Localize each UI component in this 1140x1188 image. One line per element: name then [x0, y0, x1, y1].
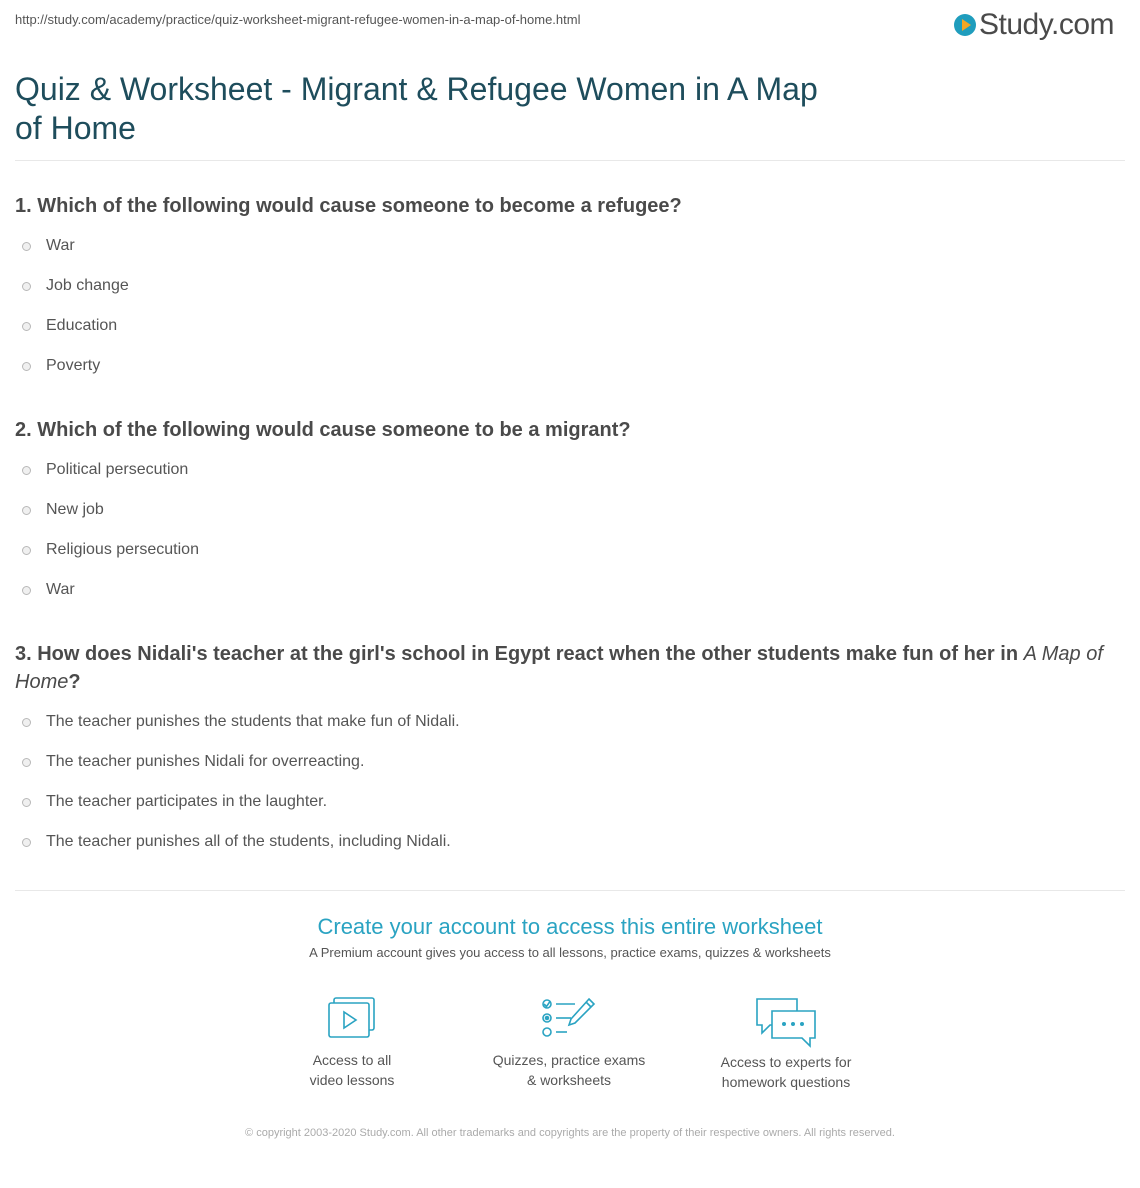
feature-label-line-1: Quizzes, practice exams	[492, 1052, 646, 1068]
radio-button[interactable]	[22, 322, 31, 331]
answer-option[interactable]	[22, 833, 451, 851]
video-lessons-icon	[326, 996, 378, 1040]
feature-label-line-2: homework questions	[721, 1074, 851, 1090]
radio-button[interactable]	[22, 466, 31, 475]
radio-button[interactable]	[22, 838, 31, 847]
option-label: Political persecution	[46, 461, 189, 478]
answer-option[interactable]	[22, 277, 129, 295]
question-3	[15, 640, 1120, 696]
page-title	[15, 70, 845, 148]
answer-option[interactable]	[22, 541, 199, 559]
question-1: 1. Which of the following would cause someone to become a refugee?	[15, 195, 682, 217]
radio-button[interactable]	[22, 506, 31, 515]
answer-option[interactable]	[22, 317, 117, 335]
option-label: New job	[46, 501, 104, 518]
option-label: War	[46, 237, 75, 254]
radio-button[interactable]	[22, 546, 31, 555]
option-label: Religious persecution	[46, 541, 199, 558]
option-label: War	[46, 581, 75, 598]
radio-button[interactable]	[22, 282, 31, 291]
answer-option[interactable]	[22, 357, 100, 375]
radio-button[interactable]	[22, 242, 31, 251]
answer-option[interactable]	[22, 501, 104, 519]
feature-label-line-2: & worksheets	[526, 1072, 612, 1088]
page-title-line-1: Quiz & Worksheet - Migrant & Refugee Women in A Map	[15, 71, 818, 107]
quiz-checklist-icon	[541, 996, 597, 1040]
logo-text: Study.com	[979, 8, 1114, 41]
radio-button[interactable]	[22, 758, 31, 767]
option-label: Job change	[46, 277, 129, 294]
option-label: The teacher punishes all of the students, including Nidali.	[46, 833, 451, 850]
feature-label-line-1: Access to all	[312, 1052, 392, 1068]
feature-video-lessons	[252, 996, 452, 1090]
option-label: The teacher participates in the laughter.	[46, 793, 328, 810]
title-divider	[15, 160, 1125, 161]
radio-button[interactable]	[22, 362, 31, 371]
question-3-text: 3. How does Nidali's teacher at the girl's school in Egypt react when the other students make fun of her in	[15, 643, 1024, 665]
answer-option[interactable]	[22, 713, 460, 731]
question-2: 2. Which of the following would cause someone to be a migrant?	[15, 419, 631, 441]
premium-description: A Premium account gives you access to all lessons, practice exams, quizzes & worksheets	[309, 945, 831, 960]
radio-button[interactable]	[22, 718, 31, 727]
feature-label-line-1: Access to experts for	[720, 1054, 852, 1070]
option-label: Education	[46, 317, 118, 334]
create-account-link[interactable]: Create your account to access this entire worksheet	[317, 914, 823, 939]
answer-option[interactable]	[22, 581, 75, 599]
answer-option[interactable]	[22, 793, 327, 811]
feature-quizzes	[469, 996, 669, 1090]
radio-button[interactable]	[22, 798, 31, 807]
question-3-end: ?	[68, 671, 81, 693]
book-title: A Map of Home	[15, 643, 1103, 693]
option-label: The teacher punishes the students that make fun of Nidali.	[46, 713, 460, 730]
option-label: The teacher punishes Nidali for overreacting.	[46, 753, 365, 770]
feature-label-line-2: video lessons	[309, 1072, 395, 1088]
answer-option[interactable]	[22, 753, 364, 771]
page-title-line-2: of Home	[15, 110, 136, 146]
section-divider	[15, 890, 1125, 891]
feature-experts	[686, 996, 886, 1092]
radio-button[interactable]	[22, 586, 31, 595]
study-logo[interactable]	[954, 8, 1114, 42]
copyright-notice: © copyright 2003-2020 Study.com. All other trademarks and copyrights are the property of their respective owners. All rights reserved.	[245, 1127, 895, 1139]
answer-option[interactable]	[22, 237, 75, 255]
play-logo-icon	[954, 14, 976, 36]
option-label: Poverty	[46, 357, 101, 374]
page-url: http://study.com/academy/practice/quiz-worksheet-migrant-refugee-women-in-a-map-of-home.html	[15, 12, 581, 27]
chat-bubbles-icon	[754, 996, 818, 1048]
answer-option[interactable]	[22, 461, 188, 479]
